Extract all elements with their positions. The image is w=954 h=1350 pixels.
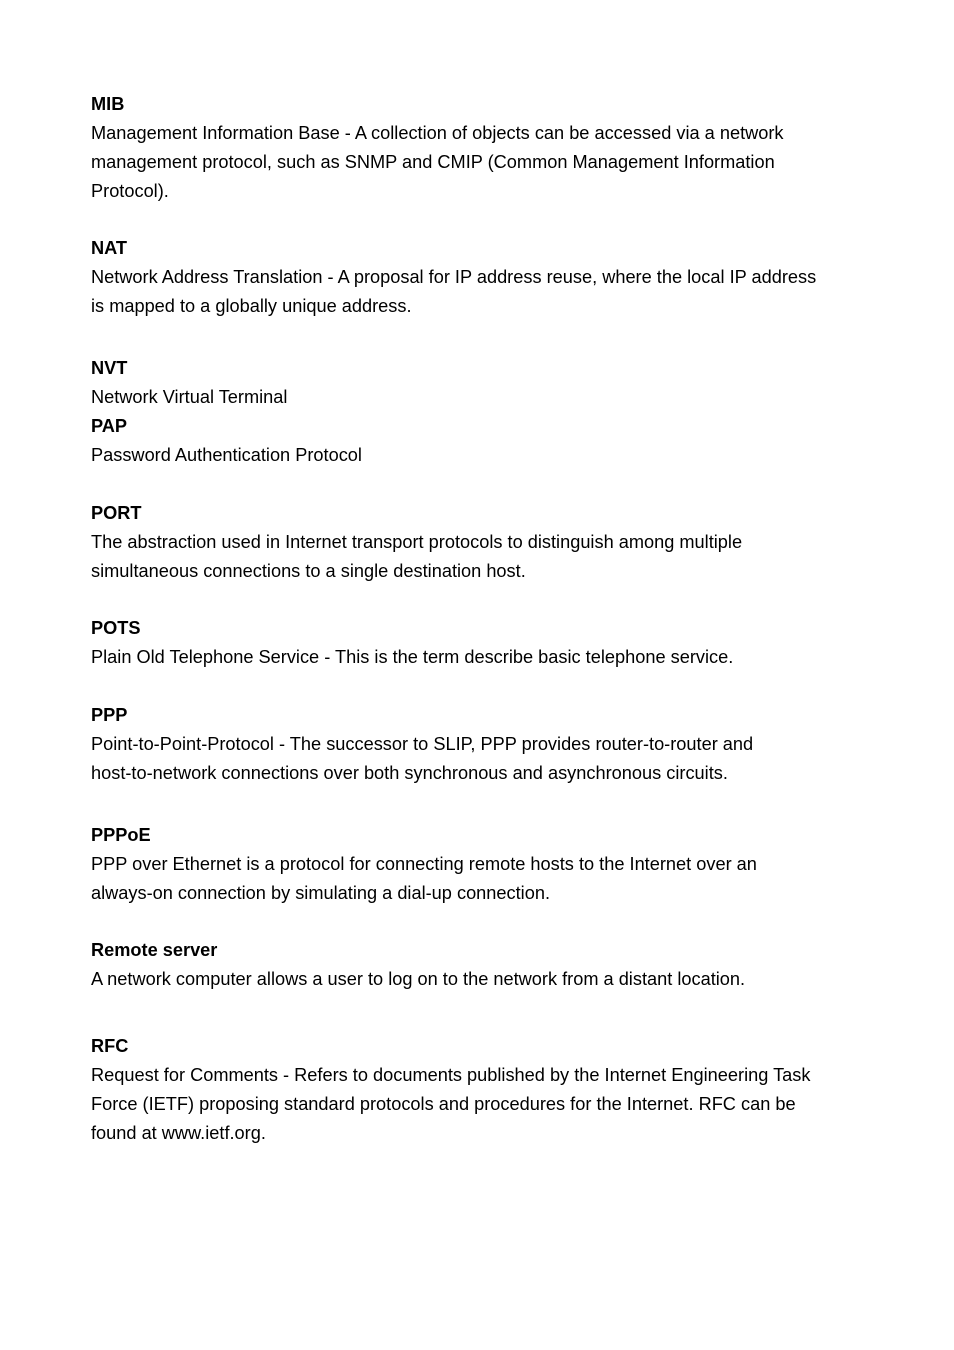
term-definition-line: always-on connection by simulating a dial-up connection. — [91, 883, 550, 903]
term-title: MIB — [91, 94, 125, 114]
glossary-entry-rfc — [91, 1032, 881, 1148]
glossary-entry-pppoe — [91, 821, 881, 908]
term-definition-line: Protocol). — [91, 181, 169, 201]
term-definition-line: host-to-network connections over both synchronous and asynchronous circuits. — [91, 763, 728, 783]
term-title: PAP — [91, 416, 128, 436]
glossary-entry-pots — [91, 614, 881, 672]
term-definition-line: is mapped to a globally unique address. — [91, 296, 412, 316]
term-title: POTS — [91, 618, 141, 638]
glossary-entry-pap — [91, 412, 881, 470]
term-definition-line: Network Virtual Terminal — [91, 387, 288, 407]
term-definition-line: A network computer allows a user to log on to the network from a distant location. — [91, 969, 746, 989]
glossary-entry-remote-server — [91, 936, 881, 994]
term-title: NAT — [91, 238, 128, 258]
glossary-entry-mib — [91, 90, 881, 206]
term-definition-line: Network Address Translation - A proposal for IP address reuse, where the local IP address — [91, 267, 817, 287]
term-definition-line: Request for Comments - Refers to documents published by the Internet Engineering Task — [91, 1065, 811, 1085]
term-definition-line: Management Information Base - A collection of objects can be accessed via a network — [91, 123, 784, 143]
glossary-entry-nat — [91, 234, 881, 321]
term-definition-line: PPP over Ethernet is a protocol for connecting remote hosts to the Internet over an — [91, 854, 757, 874]
term-definition-line: simultaneous connections to a single destination host. — [91, 561, 526, 581]
term-title: PPPoE — [91, 825, 151, 845]
glossary-entry-nvt — [91, 354, 881, 412]
term-title: PPP — [91, 705, 128, 725]
glossary-entry-ppp — [91, 701, 881, 788]
term-definition-line: Plain Old Telephone Service - This is the term describe basic telephone service. — [91, 647, 734, 667]
term-definition-line: Force (IETF) proposing standard protocols and procedures for the Internet. RFC can be — [91, 1094, 796, 1114]
term-definition-line: Password Authentication Protocol — [91, 445, 362, 465]
term-definition-line: The abstraction used in Internet transport protocols to distinguish among multiple — [91, 532, 743, 552]
term-title: NVT — [91, 358, 128, 378]
term-title: Remote server — [91, 940, 218, 960]
term-definition-line: found at www.ietf.org. — [91, 1123, 266, 1143]
term-definition-line: Point-to-Point-Protocol - The successor to SLIP, PPP provides router-to-router and — [91, 734, 754, 754]
term-definition-line: management protocol, such as SNMP and CMIP (Common Management Information — [91, 152, 775, 172]
glossary-entry-port — [91, 499, 881, 586]
term-title: RFC — [91, 1036, 129, 1056]
term-title: PORT — [91, 503, 142, 523]
